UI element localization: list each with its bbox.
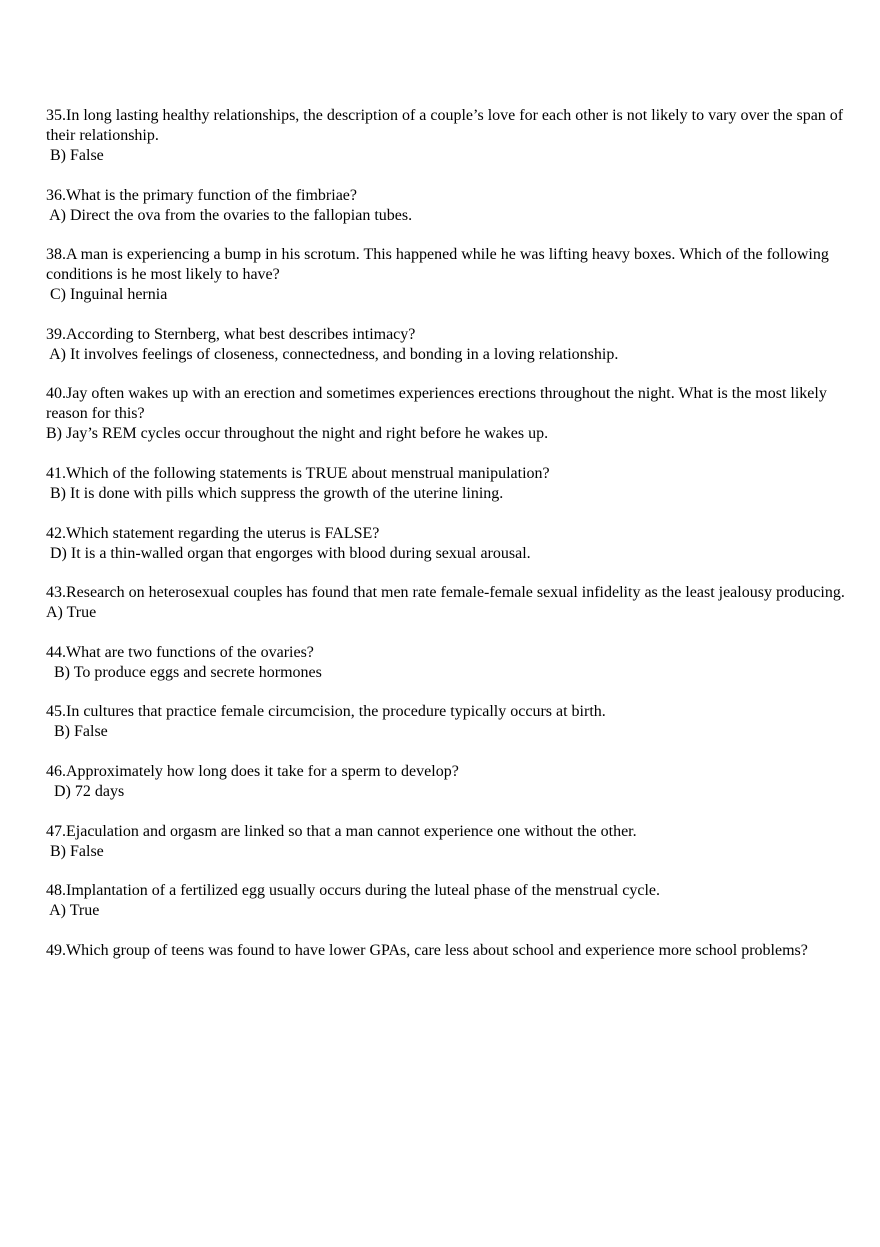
answer-text: D) It is a thin-walled organ that engorges with blood during sexual arousal. (46, 544, 531, 562)
answer-text: A) It involves feelings of closeness, connectedness, and bonding in a loving relationship. (46, 345, 619, 363)
question-text: 39.According to Sternberg, what best describes intimacy? (46, 325, 416, 343)
answer-text: B) To produce eggs and secrete hormones (46, 663, 322, 681)
answer-text: B) False (46, 723, 108, 741)
answer-text: B) False (46, 842, 104, 860)
question-item-49 (46, 941, 846, 961)
question-item-46 (46, 762, 846, 802)
question-text: 40.Jay often wakes up with an erection and sometimes experiences erections throughout the night. What is the most likely reason for this? (46, 385, 827, 423)
question-text: 45.In cultures that practice female circumcision, the procedure typically occurs at birth. (46, 703, 606, 721)
question-list (46, 106, 846, 980)
question-item-42 (46, 524, 846, 564)
question-text: 48.Implantation of a fertilized egg usually occurs during the luteal phase of the menstrual cycle. (46, 882, 661, 900)
question-text: 41.Which of the following statements is TRUE about menstrual manipulation? (46, 464, 550, 482)
question-text: 35.In long lasting healthy relationships, the description of a couple’s love for each other is not likely to vary over the span of their relationship. (46, 107, 844, 144)
question-item-41 (46, 464, 846, 504)
question-item-48 (46, 881, 846, 921)
answer-text: B) False (46, 147, 104, 164)
question-item-38 (46, 245, 846, 305)
question-item-39 (46, 325, 846, 365)
answer-text: A) True (46, 604, 97, 622)
question-item-43 (46, 583, 846, 623)
question-item-35 (46, 106, 846, 166)
answer-text: B) Jay’s REM cycles occur throughout the night and right before he wakes up. (46, 425, 549, 443)
question-item-47 (46, 822, 846, 862)
question-text: 42.Which statement regarding the uterus is FALSE? (46, 524, 380, 542)
question-text: 38.A man is experiencing a bump in his scrotum. This happened while he was lifting heavy boxes. Which of the following conditions is he most likely to have? (46, 246, 829, 284)
question-text: 44.What are two functions of the ovaries? (46, 643, 314, 661)
question-text: 47.Ejaculation and orgasm are linked so that a man cannot experience one without the other. (46, 822, 637, 840)
answer-text: C) Inguinal hernia (46, 286, 168, 304)
answer-text: A) True (46, 902, 100, 920)
question-text: 36.What is the primary function of the fimbriae? (46, 186, 358, 204)
question-text: 46.Approximately how long does it take for a sperm to develop? (46, 762, 459, 780)
question-item-36 (46, 186, 846, 226)
question-item-45 (46, 702, 846, 742)
answer-text: B) It is done with pills which suppress the growth of the uterine lining. (46, 484, 504, 502)
question-item-44 (46, 643, 846, 683)
question-item-40 (46, 384, 846, 444)
answer-text: A) Direct the ova from the ovaries to the fallopian tubes. (46, 206, 413, 224)
question-text: 43.Research on heterosexual couples has found that men rate female-female sexual infidelity as the least jealousy producing. (46, 584, 845, 602)
question-text: 49.Which group of teens was found to have lower GPAs, care less about school and experience more school problems? (46, 941, 808, 959)
answer-text: D) 72 days (46, 782, 125, 800)
